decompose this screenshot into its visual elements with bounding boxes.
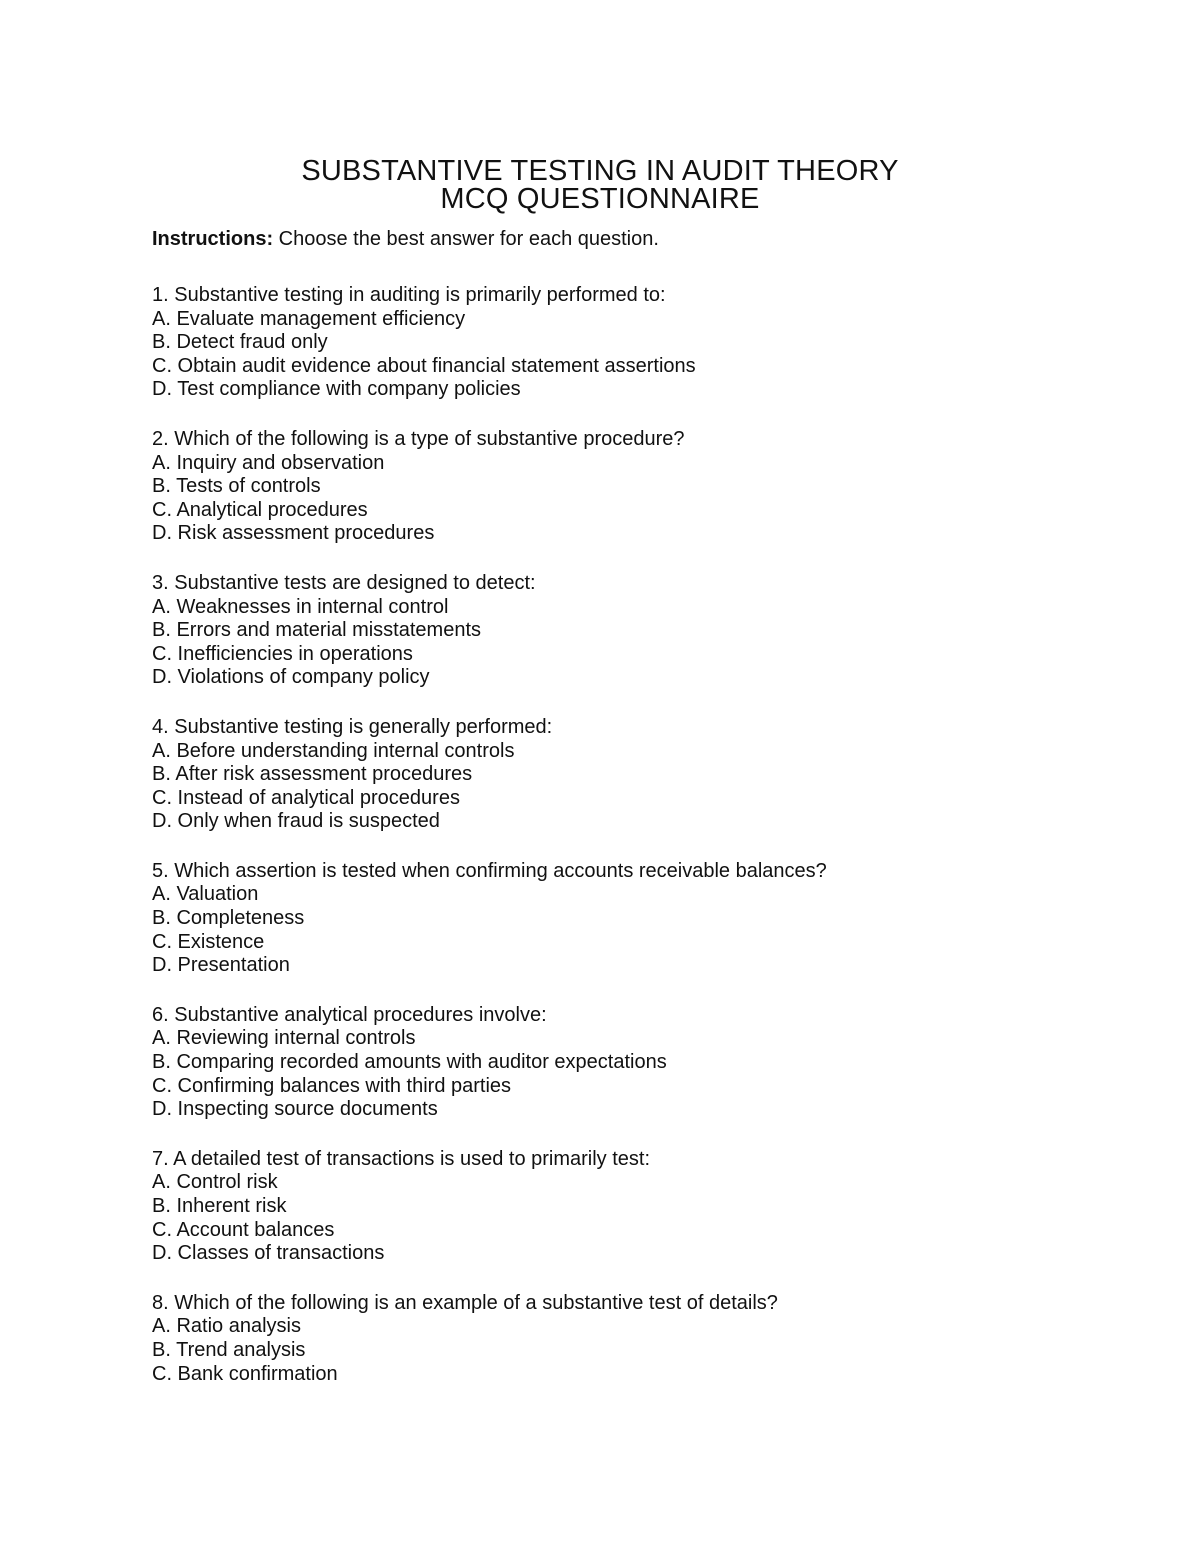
option-b: B. Inherent risk <box>152 1195 287 1217</box>
instructions-label: Instructions: <box>152 228 274 250</box>
option-b: B. Completeness <box>152 907 305 930</box>
title-line-2: MCQ QUESTIONNAIRE <box>440 183 760 215</box>
option-a: A. Control risk <box>152 1171 278 1194</box>
question-6 <box>152 1004 1152 1122</box>
question-list <box>152 284 1152 1412</box>
option-c: C. Account balances <box>152 1218 335 1241</box>
option-a: A. Ratio analysis <box>152 1315 301 1338</box>
option-b: B. After risk assessment procedures <box>152 763 473 786</box>
option-d: D. Test compliance with company policies <box>152 378 521 401</box>
question-stem: 3. Substantive tests are designed to detect: <box>152 571 536 594</box>
question-4 <box>152 716 1152 834</box>
option-d: D. Risk assessment procedures <box>152 522 435 545</box>
option-d: D. Inspecting source documents <box>152 1098 438 1121</box>
question-3 <box>152 572 1152 690</box>
option-d: D. Only when fraud is suspected <box>152 810 440 833</box>
question-stem: 6. Substantive analytical procedures involve: <box>152 1003 547 1026</box>
option-d: D. Classes of transactions <box>152 1242 385 1265</box>
option-c: C. Obtain audit evidence about financial statement assertions <box>152 354 696 377</box>
title-line-1: SUBSTANTIVE TESTING IN AUDIT THEORY <box>301 155 899 187</box>
instructions <box>152 226 659 252</box>
option-a: A. Valuation <box>152 883 259 906</box>
option-b: B. Errors and material misstatements <box>152 619 481 642</box>
question-stem: 1. Substantive testing in auditing is primarily performed to: <box>152 284 666 306</box>
question-8 <box>152 1292 1152 1386</box>
question-stem: 4. Substantive testing is generally performed: <box>152 715 553 738</box>
question-7 <box>152 1148 1152 1266</box>
question-2 <box>152 428 1152 546</box>
option-a: A. Before understanding internal controls <box>152 739 515 762</box>
question-stem: 5. Which assertion is tested when confirming accounts receivable balances? <box>152 859 827 882</box>
option-b: B. Trend analysis <box>152 1338 306 1361</box>
option-c: C. Analytical procedures <box>152 498 368 521</box>
option-c: C. Inefficiencies in operations <box>152 642 413 665</box>
question-stem: 2. Which of the following is a type of substantive procedure? <box>152 427 685 450</box>
option-c: C. Bank confirmation <box>152 1362 338 1385</box>
option-a: A. Reviewing internal controls <box>152 1027 416 1050</box>
option-c: C. Instead of analytical procedures <box>152 786 460 809</box>
option-a: A. Evaluate management efficiency <box>152 307 466 330</box>
option-d: D. Presentation <box>152 954 290 977</box>
question-stem: 8. Which of the following is an example of a substantive test of details? <box>152 1291 778 1314</box>
option-d: D. Violations of company policy <box>152 666 430 689</box>
document-title <box>0 157 1200 213</box>
option-a: A. Inquiry and observation <box>152 451 385 474</box>
instructions-text: Choose the best answer for each question. <box>273 228 659 250</box>
question-1 <box>152 284 1152 402</box>
option-c: C. Confirming balances with third parties <box>152 1074 512 1097</box>
question-5 <box>152 860 1152 978</box>
option-b: B. Tests of controls <box>152 475 321 498</box>
option-a: A. Weaknesses in internal control <box>152 595 449 618</box>
option-c: C. Existence <box>152 930 265 953</box>
option-b: B. Detect fraud only <box>152 331 328 354</box>
question-stem: 7. A detailed test of transactions is used to primarily test: <box>152 1147 651 1170</box>
option-b: B. Comparing recorded amounts with auditor expectations <box>152 1051 667 1074</box>
